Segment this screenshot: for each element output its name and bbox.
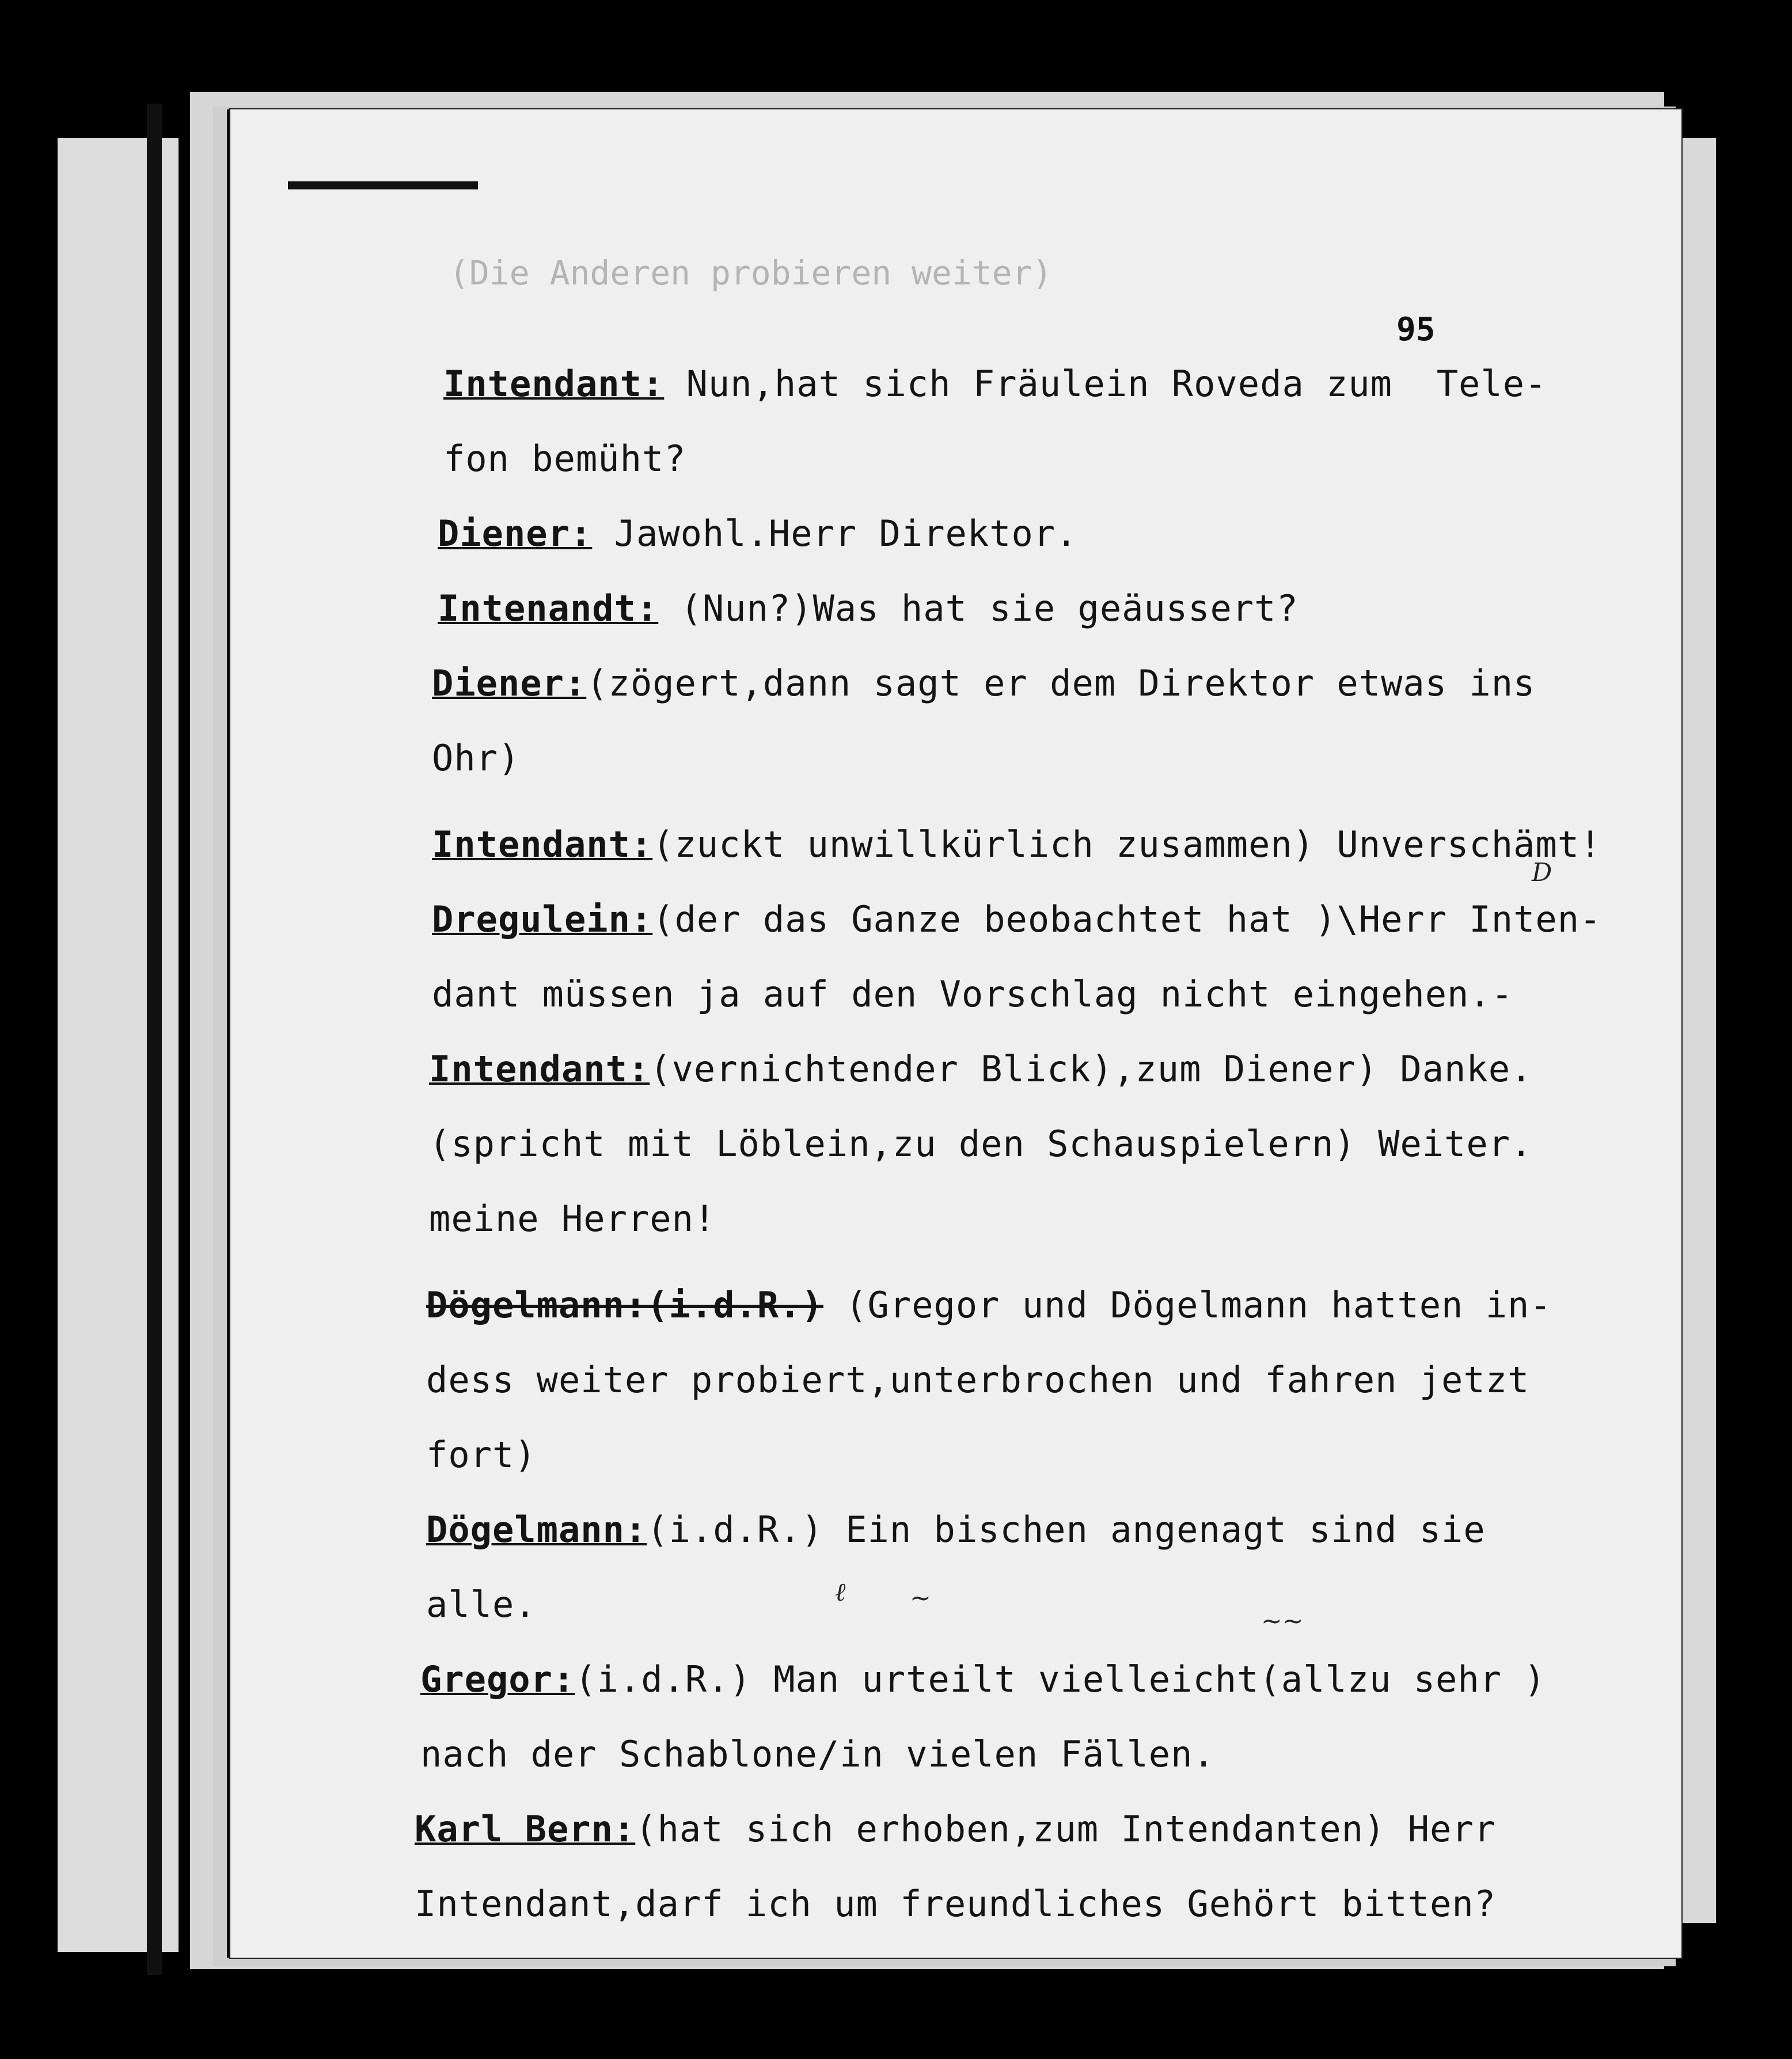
bleed-through-text: (Die Anderen probieren weiter) bbox=[449, 253, 1053, 292]
script-line bbox=[429, 1198, 716, 1240]
line-text: (Gregor und Dögelmann hatten in- bbox=[823, 1284, 1552, 1326]
line-text: fort) bbox=[426, 1434, 537, 1476]
script-line bbox=[429, 1123, 1532, 1165]
line-text: Jawohl.Herr Direktor. bbox=[592, 512, 1078, 554]
line-text: (vernichtender Blick),zum Diener) Danke. bbox=[650, 1048, 1533, 1090]
line-text: (i.d.R.) Ein bischen angenagt sind sie bbox=[647, 1509, 1486, 1551]
page-number: 95 bbox=[1396, 311, 1436, 348]
handwritten-mark: ~ bbox=[910, 1583, 931, 1613]
script-line bbox=[429, 1048, 1532, 1090]
line-text: meine Herren! bbox=[429, 1198, 716, 1240]
script-line bbox=[438, 587, 1299, 629]
script-line bbox=[420, 1733, 1215, 1775]
script-line bbox=[432, 662, 1535, 704]
line-text: Nun,hat sich Fräulein Roveda zum Tele- bbox=[664, 363, 1547, 405]
line-text: (zögert,dann sagt er dem Direktor etwas ins bbox=[586, 662, 1536, 704]
script-line bbox=[438, 512, 1078, 554]
speaker-name: Diener: bbox=[438, 512, 593, 554]
script-line bbox=[432, 737, 520, 779]
line-text: Intendant,darf ich um freundliches Gehört bitten? bbox=[415, 1883, 1497, 1925]
speaker-name: Dögelmann:(i.d.R.) bbox=[426, 1284, 823, 1326]
line-text: fon bemüht? bbox=[443, 438, 686, 480]
speaker-name: Intendant: bbox=[432, 823, 653, 865]
line-text: dess weiter probiert,unterbrochen und fahren jetzt bbox=[426, 1359, 1530, 1401]
line-text: (hat sich erhoben,zum Intendanten) Herr bbox=[635, 1808, 1497, 1850]
line-text: (Nun?)Was hat sie geäussert? bbox=[658, 587, 1299, 629]
script-line bbox=[415, 1808, 1496, 1850]
speaker-name: Intendant: bbox=[443, 363, 665, 405]
script-line bbox=[426, 1434, 537, 1476]
speaker-name: Diener: bbox=[432, 662, 587, 704]
typescript-page bbox=[230, 109, 1681, 1958]
script-line bbox=[426, 1509, 1486, 1551]
line-text: (i.d.R.) Man urteilt vielleicht(allzu sehr ) bbox=[575, 1658, 1546, 1700]
script-line bbox=[415, 1883, 1496, 1925]
script-line bbox=[432, 973, 1513, 1015]
script-line bbox=[426, 1359, 1529, 1401]
speaker-name: Intenandt: bbox=[438, 587, 659, 629]
script-line bbox=[426, 1583, 537, 1625]
speaker-name: Gregor: bbox=[420, 1658, 575, 1700]
line-text: alle. bbox=[426, 1583, 537, 1625]
line-text: (zuckt unwillkürlich zusammen) Unverschämt! bbox=[652, 823, 1602, 865]
speaker-name: Intendant: bbox=[429, 1048, 650, 1090]
top-rule bbox=[288, 181, 478, 189]
script-line bbox=[426, 1284, 1552, 1326]
line-text: Ohr) bbox=[432, 737, 521, 779]
line-text: (spricht mit Löblein,zu den Schauspielern) Weiter. bbox=[429, 1123, 1533, 1165]
speaker-name: Karl Bern: bbox=[415, 1808, 636, 1850]
handwritten-mark: D bbox=[1532, 858, 1552, 887]
script-line bbox=[420, 1658, 1546, 1700]
speaker-name: Dögelmann: bbox=[426, 1509, 647, 1551]
page-shadow bbox=[147, 104, 162, 1975]
script-line bbox=[432, 898, 1601, 940]
script-line bbox=[432, 823, 1601, 865]
speaker-name: Dregulein: bbox=[432, 898, 653, 940]
script-line bbox=[443, 363, 1547, 405]
handwritten-mark: ℓ bbox=[835, 1578, 846, 1607]
script-line bbox=[443, 438, 686, 480]
line-text: dant müssen ja auf den Vorschlag nicht eingehen.- bbox=[432, 973, 1514, 1015]
line-text: (der das Ganze beobachtet hat )\Herr Inten- bbox=[652, 898, 1602, 940]
handwritten-mark: ~~ bbox=[1261, 1606, 1304, 1636]
line-text: nach der Schablone/in vielen Fällen. bbox=[420, 1733, 1215, 1775]
